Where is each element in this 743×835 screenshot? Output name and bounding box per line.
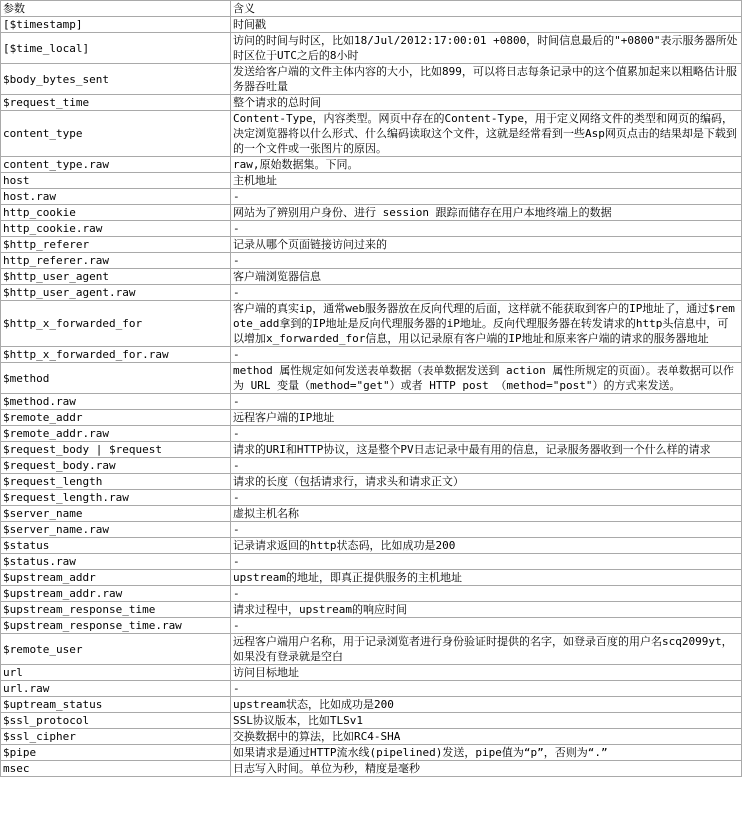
- param-cell: $request_length.raw: [1, 490, 231, 506]
- param-cell: $uptream_status: [1, 697, 231, 713]
- table-row: [1, 554, 742, 570]
- param-cell: url.raw: [1, 681, 231, 697]
- param-cell: $request_time: [1, 95, 231, 111]
- meaning-cell: -: [231, 394, 742, 410]
- param-cell: $request_body | $request: [1, 442, 231, 458]
- meaning-cell: 虚拟主机名称: [231, 506, 742, 522]
- meaning-cell: 记录请求返回的http状态码，比如成功是200: [231, 538, 742, 554]
- meaning-cell: 客户端浏览器信息: [231, 269, 742, 285]
- param-cell: $ssl_protocol: [1, 713, 231, 729]
- meaning-cell: -: [231, 554, 742, 570]
- meaning-cell: upstream状态，比如成功是200: [231, 697, 742, 713]
- param-cell: $http_x_forwarded_for.raw: [1, 347, 231, 363]
- table-row: [1, 618, 742, 634]
- table-row: [1, 301, 742, 347]
- meaning-cell: -: [231, 253, 742, 269]
- meaning-cell: -: [231, 681, 742, 697]
- meaning-cell: 远程客户端用户名称，用于记录浏览者进行身份验证时提供的名字，如登录百度的用户名scq2099yt，如果没有登录就是空白: [231, 634, 742, 665]
- meaning-cell: 请求的长度（包括请求行，请求头和请求正文）: [231, 474, 742, 490]
- param-cell: content_type: [1, 111, 231, 157]
- param-cell: $ssl_cipher: [1, 729, 231, 745]
- table-row: [1, 634, 742, 665]
- table-row: [1, 347, 742, 363]
- header-meaning: 含义: [231, 1, 742, 17]
- meaning-cell: 访问的时间与时区，比如18/Jul/2012:17:00:01 +0800，时间信息最后的"+0800"表示服务器所处时区位于UTC之后的8小时: [231, 33, 742, 64]
- meaning-cell: SSL协议版本，比如TLSv1: [231, 713, 742, 729]
- table-row: [1, 410, 742, 426]
- param-cell: msec: [1, 761, 231, 777]
- meaning-cell: 主机地址: [231, 173, 742, 189]
- meaning-cell: raw,原始数据集。下同。: [231, 157, 742, 173]
- param-cell: [$timestamp]: [1, 17, 231, 33]
- param-cell: $status.raw: [1, 554, 231, 570]
- meaning-cell: -: [231, 458, 742, 474]
- param-cell: $http_x_forwarded_for: [1, 301, 231, 347]
- table-row: [1, 64, 742, 95]
- meaning-cell: 如果请求是通过HTTP流水线(pipelined)发送，pipe值为“p”，否则为“.”: [231, 745, 742, 761]
- meaning-cell: -: [231, 189, 742, 205]
- meaning-cell: -: [231, 347, 742, 363]
- table-row: [1, 363, 742, 394]
- header-param: 参数: [1, 1, 231, 17]
- table-row: [1, 681, 742, 697]
- param-cell: $upstream_response_time.raw: [1, 618, 231, 634]
- param-cell: host: [1, 173, 231, 189]
- param-cell: http_referer.raw: [1, 253, 231, 269]
- param-cell: $method: [1, 363, 231, 394]
- meaning-cell: -: [231, 586, 742, 602]
- param-cell: [$time_local]: [1, 33, 231, 64]
- table-row: [1, 253, 742, 269]
- param-cell: $remote_addr: [1, 410, 231, 426]
- param-cell: host.raw: [1, 189, 231, 205]
- meaning-cell: -: [231, 618, 742, 634]
- table-row: [1, 745, 742, 761]
- table-row: [1, 205, 742, 221]
- param-cell: $upstream_addr: [1, 570, 231, 586]
- meaning-cell: 日志写入时间。单位为秒，精度是毫秒: [231, 761, 742, 777]
- meaning-cell: 远程客户端的IP地址: [231, 410, 742, 426]
- param-cell: $method.raw: [1, 394, 231, 410]
- param-cell: $request_body.raw: [1, 458, 231, 474]
- param-cell: http_cookie: [1, 205, 231, 221]
- meaning-cell: 发送给客户端的文件主体内容的大小，比如899，可以将日志每条记录中的这个值累加起来以粗略估计服务器吞吐量: [231, 64, 742, 95]
- param-cell: $upstream_response_time: [1, 602, 231, 618]
- table-row: [1, 394, 742, 410]
- meaning-cell: upstream的地址，即真正提供服务的主机地址: [231, 570, 742, 586]
- table-row: [1, 17, 742, 33]
- param-cell: $request_length: [1, 474, 231, 490]
- param-cell: $upstream_addr.raw: [1, 586, 231, 602]
- param-cell: $status: [1, 538, 231, 554]
- meaning-cell: 时间戳: [231, 17, 742, 33]
- table-row: [1, 442, 742, 458]
- table-row: [1, 602, 742, 618]
- meaning-cell: -: [231, 490, 742, 506]
- meaning-cell: 访问目标地址: [231, 665, 742, 681]
- table-row: [1, 269, 742, 285]
- table-row: [1, 538, 742, 554]
- table-row: [1, 697, 742, 713]
- table-row: [1, 586, 742, 602]
- table-row: [1, 713, 742, 729]
- param-cell: $http_user_agent.raw: [1, 285, 231, 301]
- table-row: [1, 173, 742, 189]
- param-cell: $remote_user: [1, 634, 231, 665]
- meaning-cell: 网站为了辨别用户身份、进行 session 跟踪而储存在用户本地终端上的数据: [231, 205, 742, 221]
- param-cell: url: [1, 665, 231, 681]
- param-cell: $http_user_agent: [1, 269, 231, 285]
- meaning-cell: method 属性规定如何发送表单数据（表单数据发送到 action 属性所规定的页面）。表单数据可以作为 URL 变量（method="get"）或者 HTTP post （method="post"）的方式来发送。: [231, 363, 742, 394]
- meaning-cell: -: [231, 522, 742, 538]
- meaning-cell: -: [231, 285, 742, 301]
- table-row: [1, 157, 742, 173]
- param-cell: $body_bytes_sent: [1, 64, 231, 95]
- meaning-cell: 整个请求的总时间: [231, 95, 742, 111]
- meaning-cell: -: [231, 221, 742, 237]
- table-row: [1, 506, 742, 522]
- param-cell: $remote_addr.raw: [1, 426, 231, 442]
- param-cell: content_type.raw: [1, 157, 231, 173]
- table-row: [1, 570, 742, 586]
- table-header-row: [1, 1, 742, 17]
- param-cell: $server_name: [1, 506, 231, 522]
- meaning-cell: 请求的URI和HTTP协议，这是整个PV日志记录中最有用的信息，记录服务器收到一个什么样的请求: [231, 442, 742, 458]
- table-row: [1, 490, 742, 506]
- table-row: [1, 111, 742, 157]
- table-row: [1, 95, 742, 111]
- table-row: [1, 458, 742, 474]
- table-row: [1, 729, 742, 745]
- param-cell: $http_referer: [1, 237, 231, 253]
- meaning-cell: 客户端的真实ip，通常web服务器放在反向代理的后面，这样就不能获取到客户的IP地址了，通过$remote_add拿到的IP地址是反向代理服务器的iP地址。反向代理服务器在转发请求的http头信息中，可以增加x_forwarded_for信息，用以记录原有客户端的IP地址和原来客户端的请求的服务器地址: [231, 301, 742, 347]
- meaning-cell: 请求过程中，upstream的响应时间: [231, 602, 742, 618]
- table-row: [1, 189, 742, 205]
- table-row: [1, 237, 742, 253]
- param-cell: http_cookie.raw: [1, 221, 231, 237]
- table-row: [1, 426, 742, 442]
- param-cell: $server_name.raw: [1, 522, 231, 538]
- table-row: [1, 522, 742, 538]
- table-row: [1, 221, 742, 237]
- table-row: [1, 761, 742, 777]
- table-row: [1, 474, 742, 490]
- table-row: [1, 33, 742, 64]
- table-row: [1, 285, 742, 301]
- meaning-cell: 交换数据中的算法，比如RC4-SHA: [231, 729, 742, 745]
- meaning-cell: -: [231, 426, 742, 442]
- meaning-cell: Content-Type，内容类型。网页中存在的Content-Type，用于定义网络文件的类型和网页的编码，决定浏览器将以什么形式、什么编码读取这个文件，这就是经常看到一些Asp网页点击的结果却是下载到的一个文件或一张图片的原因。: [231, 111, 742, 157]
- table-row: [1, 665, 742, 681]
- meaning-cell: 记录从哪个页面链接访问过来的: [231, 237, 742, 253]
- param-cell: $pipe: [1, 745, 231, 761]
